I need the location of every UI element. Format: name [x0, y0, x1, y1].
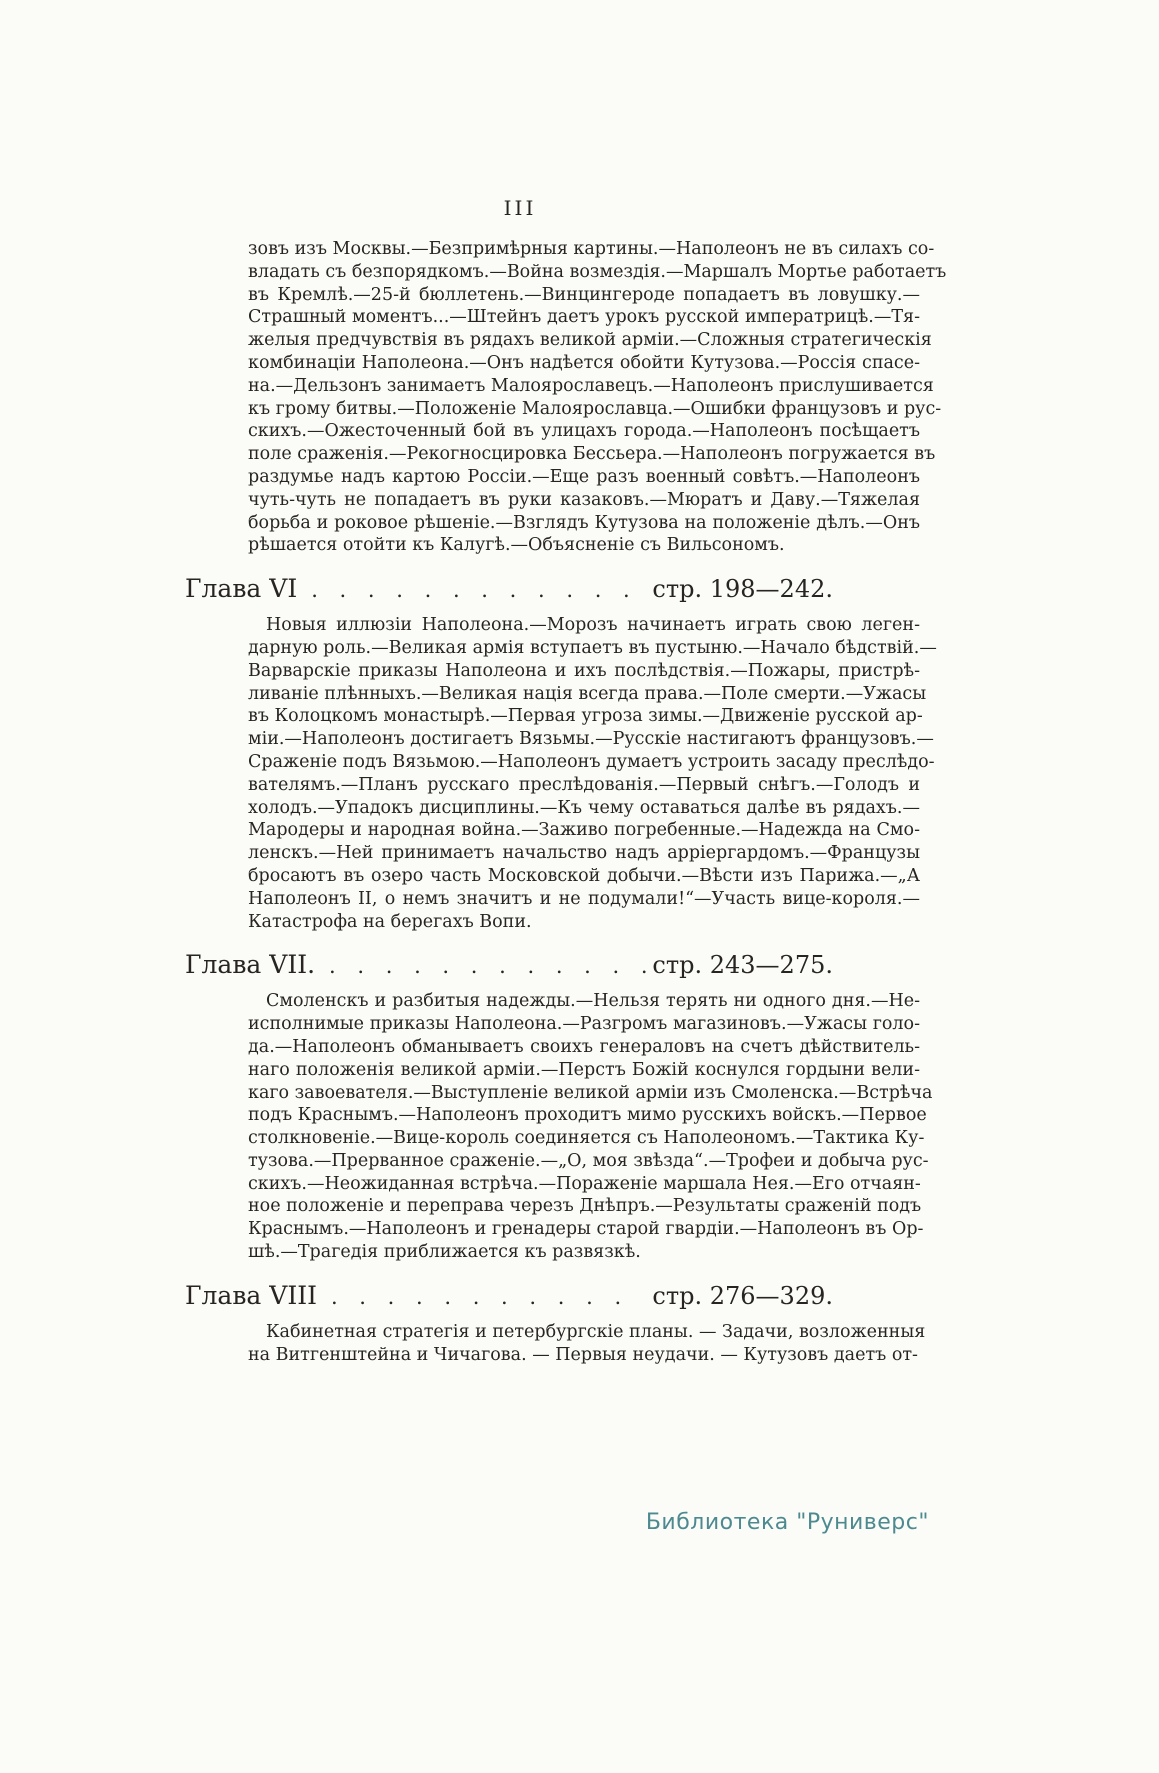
toc-line: скихъ.—Ожесточенный бой въ улицахъ города.—Наполеонъ посѣщаетъ — [248, 421, 920, 442]
toc-line: каго завоевателя.—Выступленіе великой арміи изъ Смоленска.—Встрѣча — [248, 1082, 933, 1103]
toc-line: вателямъ.—Планъ русскаго преслѣдованія.—Первый снѣгъ.—Голодъ и — [248, 774, 920, 795]
leader-dots: . . . . . . . . . . . . — [311, 578, 633, 603]
toc-line: ное положеніе и переправа черезъ Днѣпръ.—Результаты сраженій подъ — [248, 1196, 922, 1217]
toc-line: Наполеонъ II, о немъ значитъ и не подумали!“—Участь вице-короля.— — [248, 888, 920, 909]
toc-line: дарную роль.—Великая армія вступаетъ въ пустыню.—Начало бѣдствій.— — [248, 637, 937, 658]
toc-line: наго положенія великой арміи.—Перстъ Божій коснулся гордыни вели- — [248, 1059, 920, 1080]
toc-line: скихъ.—Неожиданная встрѣча.—Пораженіе маршала Нея.—Его отчаян- — [248, 1173, 921, 1194]
toc-line: исполнимые приказы Наполеона.—Разгромъ магазиновъ.—Ужасы голо- — [248, 1014, 920, 1035]
toc-line: тузова.—Прерванное сраженіе.—„О, моя звѣзда“.—Трофеи и добыча рус- — [248, 1150, 929, 1171]
toc-paragraph — [248, 614, 937, 933]
leader-dots: . . . . . . . . . . . . — [329, 954, 651, 979]
toc-line: Новыя иллюзіи Наполеона.—Морозъ начинаетъ играть свою леген- — [266, 615, 920, 636]
toc-line: Краснымъ.—Наполеонъ и гренадеры старой гвардіи.—Наполеонъ въ Ор- — [248, 1219, 924, 1240]
toc-line: Сраженіе подъ Вязьмою.—Наполеонъ думаетъ устроить засаду преслѣдо- — [248, 751, 935, 772]
chapter-pages: стр. 276—329. — [652, 1281, 833, 1310]
toc-line: Варварскіе приказы Наполеона и ихъ послѣдствія.—Пожары, пристрѣ- — [248, 660, 920, 681]
chapter-heading — [185, 950, 833, 979]
toc-paragraph — [248, 1321, 926, 1367]
toc-line: поле сраженія.—Рекогносцировка Бессьера.—Наполеонъ погружается въ — [248, 444, 936, 465]
chapter-heading — [185, 1281, 833, 1310]
toc-paragraph — [248, 238, 947, 557]
chapter-heading — [185, 574, 833, 603]
toc-paragraph — [248, 990, 933, 1264]
toc-line: ливаніе плѣнныхъ.—Великая нація всегда права.—Поле смерти.—Ужасы — [248, 683, 927, 704]
toc-line: въ Колоцкомъ монастырѣ.—Первая угроза зимы.—Движеніе русской ар- — [248, 706, 923, 727]
chapter-label: Глава VI — [185, 574, 298, 604]
toc-line: раздумье надъ картою Россіи.—Еще разъ военный совѣтъ.—Наполеонъ — [248, 466, 920, 487]
toc-line: владать съ безпорядкомъ.—Война возмездія.—Маршалъ Мортье работаетъ — [248, 261, 947, 282]
toc-line: Катастрофа на берегахъ Вопи. — [248, 911, 532, 932]
toc-line: ленскъ.—Ней принимаетъ начальство надъ арріергардомъ.—Французы — [248, 843, 920, 864]
toc-line: чуть-чуть не попадаетъ въ руки казаковъ.—Мюратъ и Даву.—Тяжелая — [248, 489, 920, 510]
chapter-pages: стр. 243—275. — [652, 951, 833, 980]
toc-line: на.—Дельзонъ занимаетъ Малоярославецъ.—Наполеонъ прислушивается — [248, 375, 934, 396]
toc-line: подъ Краснымъ.—Наполеонъ проходитъ мимо русскихъ войскъ.—Первое — [248, 1105, 927, 1126]
toc-line: шѣ.—Трагедія приближается къ развязкѣ. — [248, 1242, 641, 1263]
toc-line: столкновеніе.—Вице-король соединяется съ Наполеономъ.—Тактика Ку- — [248, 1128, 925, 1149]
toc-line: Смоленскъ и разбитыя надежды.—Нельзя терять ни одного дня.—Не- — [266, 991, 920, 1012]
toc-line: къ грому битвы.—Положеніе Малоярославца.—Ошибки французовъ и рус- — [248, 398, 942, 419]
toc-line: холодъ.—Упадокъ дисциплины.—Къ чему оставаться далѣе въ рядахъ.— — [248, 797, 920, 818]
toc-line: да.—Наполеонъ обманываетъ своихъ генераловъ на счетъ дѣйствитель- — [248, 1036, 920, 1057]
toc-line: борьба и роковое рѣшеніе.—Взглядъ Кутузова на положеніе дѣлъ.—Онъ — [248, 512, 920, 533]
chapter-label: Глава VIII — [185, 1280, 317, 1310]
toc-content — [185, 238, 947, 1366]
toc-line: зовъ изъ Москвы.—Безпримѣрныя картины.—Наполеонъ не въ силахъ со- — [248, 239, 935, 259]
page-number: III — [503, 196, 537, 220]
toc-line: Кабинетная стратегія и петербургскіе планы. — Задачи, возложенныя — [266, 1321, 926, 1342]
toc-line: комбинаціи Наполеона.—Онъ надѣется обойти Кутузова.—Россія спасе- — [248, 352, 920, 373]
leader-dots: . . . . . . . . . . . — [330, 1284, 625, 1309]
chapter-label: Глава VII. — [185, 950, 316, 980]
toc-line: міи.—Наполеонъ достигаетъ Вязьмы.—Русскіе настигаютъ французовъ.— — [248, 729, 934, 750]
toc-line: рѣшается отойти къ Калугѣ.—Объясненіе съ Вильсономъ. — [248, 535, 785, 556]
watermark: Библиотека "Руниверс" — [645, 1510, 929, 1535]
toc-line: въ Кремлѣ.—25-й бюллетень.—Винцингероде попадаетъ въ ловушку.— — [248, 284, 920, 305]
toc-line: бросаютъ въ озеро часть Московской добычи.—Вѣсти изъ Парижа.—„А — [248, 865, 920, 886]
chapter-pages: стр. 198—242. — [652, 575, 833, 604]
toc-line: на Витгенштейна и Чичагова. — Первыя неудачи. — Кутузовъ даетъ от- — [248, 1344, 918, 1365]
toc-line: Страшный моментъ...—Штейнъ даетъ урокъ русской императрицѣ.—Тя- — [248, 307, 920, 328]
toc-line: Мародеры и народная война.—Заживо погребенные.—Надежда на Смо- — [248, 820, 920, 841]
toc-line: желыя предчувствія въ рядахъ великой арміи.—Сложныя стратегическія — [248, 330, 932, 351]
